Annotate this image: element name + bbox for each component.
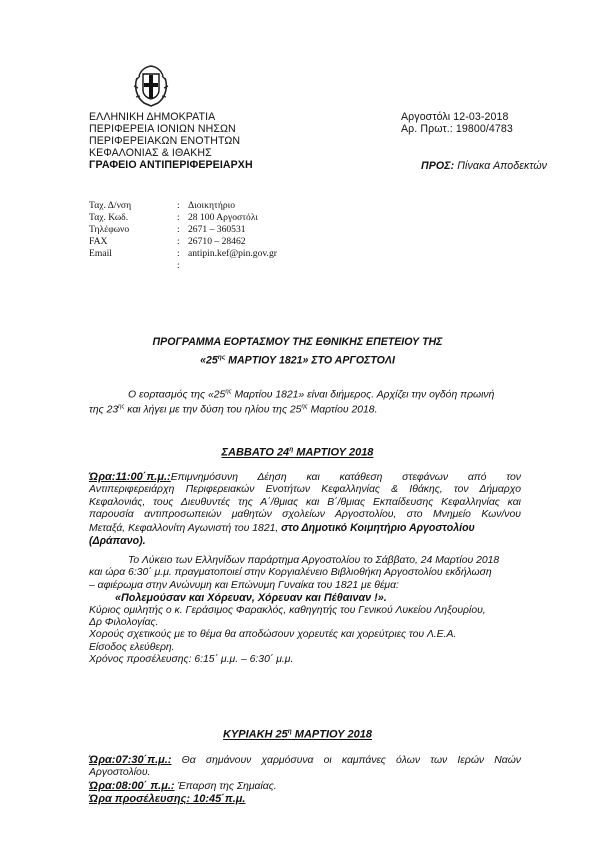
contact-value: 26710 – 28462 [188,236,246,247]
contact-label: Ταχ. Κωδ. [89,212,129,223]
header-line-4: ΚΕΦΑΛΟΝΙΑΣ & ΙΘΑΚΗΣ [89,147,212,159]
heading-superscript: η [289,446,294,453]
header-line-1: ΕΛΛΗΝΙΚΗ ΔΗΜΟΚΡΑΤΙΑ [89,111,216,123]
recipient-label: ΠΡΟΣ: [421,160,455,172]
contact-colon: : [177,236,180,247]
intro-superscript: ης [225,389,232,395]
heading-part: ΜΑΡΤΙΟΥ 2018 [293,446,374,459]
paragraph-line: Είσοδος ελεύθερη. [89,641,175,653]
cemetery-name: στο Δημοτικό Κοιμητήριο Αργοστολίου [281,521,475,534]
contact-label: Email [89,248,112,259]
contact-row [89,212,349,224]
contact-row [89,260,349,272]
header-line-3: ΠΕΡΙΦΕΡΕΙΑΚΩΝ ΕΝΟΤΗΤΩΝ [89,135,241,147]
contact-value: antipin.kef@pin.gov.gr [188,248,277,259]
recipient-value: Πίνακα Αποδεκτών [457,160,548,172]
contact-value: 2671 – 360531 [188,224,246,235]
intro-part: και λήγει με την δύση του ηλίου της 25 [124,404,302,416]
saturday-paragraph-1 [89,471,521,547]
intro-part: Μαρτίου 1821» είναι διήμερος. Αρχίζει την ογδόη πρωινή [231,389,495,401]
recipient [421,160,547,172]
sunday-heading [0,728,595,741]
heading-part: ΜΑΡΤΙΟΥ 2018 [291,728,373,741]
contact-label: FAX [89,236,108,247]
emblem-icon [133,64,169,108]
intro-superscript: ης [301,404,308,410]
time-label: Ώρα:08:00΄ π.μ.: [89,779,175,792]
heading-superscript: η [287,728,292,735]
paragraph-line [89,522,521,535]
contact-block [89,200,349,272]
title-part: ΜΑΡΤΙΟΥ 1821» ΣΤΟ ΑΡΓΟΣΤΟΛΙ [225,354,395,367]
paragraph-line: Κεφαλονιάς, τους Διευθυντές της Α΄/θμιας και Β΄/θμιας Εκπαίδευσης Κεφαλληνίας και [89,496,521,508]
paragraph-text: Μεταξά, Κεφαλλονίτη Αγωνιστή του 1821, [89,522,282,534]
paragraph-line: παρουσία αντιπροσωπειών μαθητών σχολείων Αργοστολίου, στο Μνημείο Κων/νου [89,509,521,521]
program-title-line-1: ΠΡΟΓΡΑΜΜΑ ΕΟΡΤΑΣΜΟΥ ΤΗΣ ΕΘΝΙΚΗΣ ΕΠΕΤΕΙΟΥ ΤΗΣ [152,336,443,348]
contact-label: Τηλέφωνο [89,224,130,235]
paragraph-line: – αφιέρωμα στην Ανώνυμη και Επώνυμη Γυναίκα του 1821 με θέμα: [89,579,399,591]
paragraph-line: Το Λύκειο των Ελληνίδων παράρτημα Αργοστολίου το Σάββατο, 24 Μαρτίου 2018 [128,555,500,566]
protocol-number: Αρ. Πρωτ.: 19800/4783 [401,123,513,135]
title-part: «25 [200,354,218,367]
sunday-program [89,754,521,806]
contact-colon: : [177,200,180,211]
paragraph-line: Δρ Φιλολογίας. [89,617,159,629]
contact-colon: : [177,224,180,235]
program-title-line-2 [0,354,595,367]
document-date: Αργοστόλι 12-03-2018 [401,111,509,123]
intro-part: Μαρτίου 2018. [307,404,378,416]
program-text: Έπαρση της Σημαίας. [174,780,277,792]
intro-part: της 23 [89,404,119,416]
contact-colon: : [177,260,180,271]
event-theme: «Πολεμούσαν και Χόρευαν, Χόρευαν και Πέθαιναν !». [115,592,387,605]
contact-value: Διοικητήριο [188,200,236,211]
contact-colon: : [177,248,180,259]
saturday-heading [0,446,595,459]
paragraph-line: Χορούς σχετικούς με το θέμα θα αποδώσουν χορευτές και χορεύτριες του Λ.Ε.Α. [89,629,457,641]
saturday-paragraph-2 [89,555,521,667]
intro-part: Ο εορτασμός της «25 [128,389,226,401]
paragraph-text: Επιμνημόσυνη Δέηση και κατάθεση στεφάνων από τον [170,472,521,483]
contact-label: Ταχ. Δ/νση [89,200,132,211]
time-label: Ώρα:07:30΄π.μ.: [89,754,172,766]
paragraph-line: και ώρα 6:30΄ μ.μ. πραγματοποιεί στην Κοργιαλένειο Βιβλιοθήκη Αργοστολίου εκδήλωση [89,567,492,579]
header-line-2: ΠΕΡΙΦΕΡΕΙΑ ΙΟΝΙΩΝ ΝΗΣΩΝ [89,123,236,135]
intro-line-2 [89,401,377,417]
coat-of-arms-emblem [133,64,169,108]
contact-colon: : [177,212,180,223]
program-line: Αργοστολίου. [89,767,151,779]
intro-superscript: ης [118,404,125,410]
contact-row [89,200,349,212]
title-superscript: ης [217,354,226,361]
paragraph-line: (Δράπανο). [89,535,146,548]
contact-row [89,224,349,236]
program-text: Θα σημάνουν χαρμόσυνα οι καμπάνες όλων των Ιερών Ναών [171,755,521,766]
office-title: ΓΡΑΦΕΙΟ ΑΝΤΙΠΕΡΙΦΕΡΕΙΑΡΧΗ [89,159,253,171]
heading-part: ΚΥΡΙΑΚΗ 25 [222,728,288,741]
arrival-time: Ώρα προσέλευσης: 10:45΄π.μ. [89,793,246,806]
contact-row [89,236,349,248]
contact-value: 28 100 Αργοστόλι [188,212,258,223]
paragraph-line: Χρόνος προσέλευσης: 6:15΄ μ.μ. – 6:30΄ μ.μ. [89,654,294,666]
contact-row [89,248,349,260]
paragraph-line [89,471,521,484]
paragraph-line: Κύριος ομιλητής ο κ. Γεράσιμος Φαρακλός, καθηγητής του Γενικού Λυκείου Ληξουρίου, [89,604,486,616]
heading-part: ΣΑΒΒΑΤΟ 24 [221,446,290,459]
intro-line-1 [128,386,494,402]
time-label: Ώρα:11:00΄π.μ.: [89,471,171,483]
paragraph-line: Αντιπεριφερειάρχη Περιφερειακών Ενοτήτων Κεφαλληνίας & Ιθάκης, τον Δήμαρχο [89,484,521,496]
program-line [89,780,521,793]
program-line [89,754,521,767]
